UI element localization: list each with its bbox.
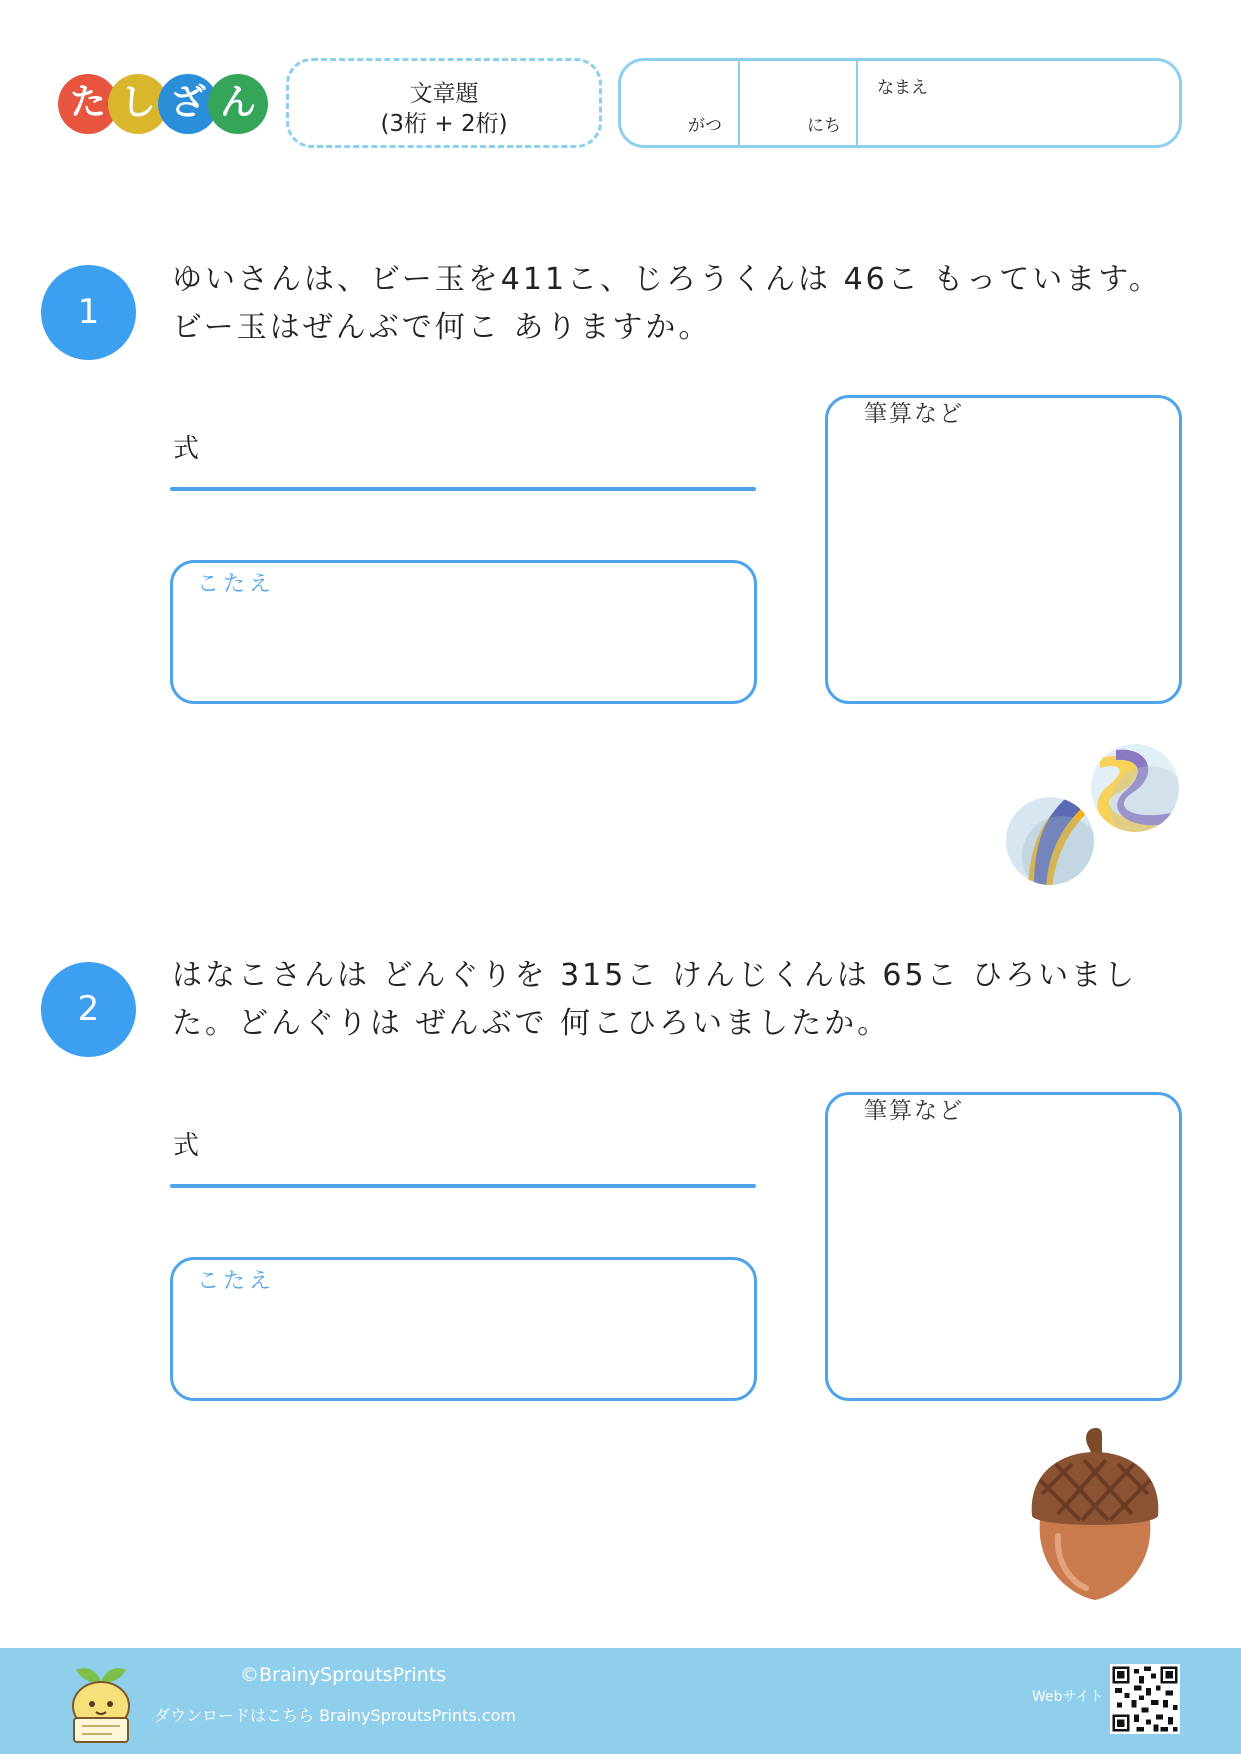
work-area-label: 筆算など [864, 1098, 964, 1124]
title-line2: (3桁 + 2桁) [380, 111, 508, 137]
answer-box[interactable] [170, 560, 757, 704]
day-label: にち [807, 116, 841, 136]
work-area-label: 筆算など [864, 401, 964, 427]
website-label: Webサイト [1032, 1689, 1104, 1705]
qr-code-icon[interactable] [1110, 1664, 1180, 1734]
divider [856, 61, 858, 145]
work-area-box[interactable] [825, 1092, 1182, 1401]
title-line1: 文章題 [409, 81, 479, 107]
logo-char-n: ん [208, 74, 268, 134]
sprout-mascot-icon [66, 1660, 136, 1744]
copyright-text: ©BrainySproutsPrints [240, 1664, 447, 1686]
acorn-icon [1022, 1424, 1168, 1600]
shiki-label: 式 [173, 434, 200, 464]
problem-text: ゆいさんは、ビー玉を411こ、じろうくんは 46こ もっています。ビー玉はぜんぶで何こ ありますか。 [172, 262, 1162, 345]
logo [58, 74, 268, 134]
name-label: なまえ [877, 78, 928, 98]
problem-number-badge: 2 [41, 962, 136, 1057]
month-label: がつ [688, 116, 722, 136]
marbles-icon [1000, 738, 1185, 888]
worksheet-title [286, 58, 602, 148]
logo-char-ta: た [58, 74, 118, 134]
answer-label: こたえ [197, 572, 276, 597]
shiki-answer-line[interactable] [170, 487, 756, 491]
divider [738, 61, 740, 145]
date-name-box [618, 58, 1182, 148]
work-area-box[interactable] [825, 395, 1182, 704]
logo-char-za: ざ [158, 74, 218, 134]
footer [0, 1648, 1241, 1754]
problem-text: はなこさんは どんぐりを 315こ けんじくんは 65こ ひろいました。どんぐりは ぜんぶで 何こひろいましたか。 [172, 958, 1138, 1041]
answer-label: こたえ [197, 1269, 276, 1294]
shiki-answer-line[interactable] [170, 1184, 756, 1188]
logo-char-shi: し [108, 74, 168, 134]
download-link[interactable]: ダウンロードはこちら BrainySproutsPrints.com [154, 1706, 516, 1725]
answer-box[interactable] [170, 1257, 757, 1401]
shiki-label: 式 [173, 1131, 200, 1161]
problem-number-badge: 1 [41, 265, 136, 360]
